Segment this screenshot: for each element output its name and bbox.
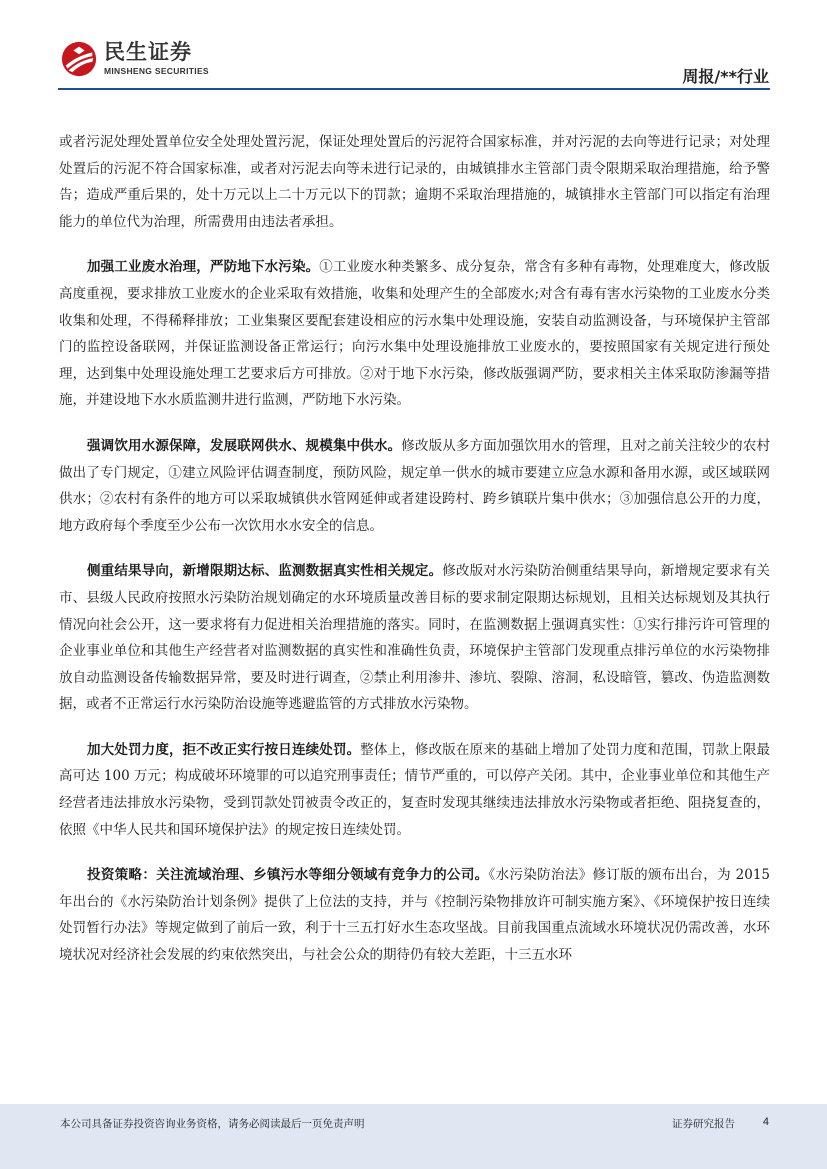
logo-english-name: MINSHENG SECURITIES: [104, 66, 209, 77]
paragraph-penalties: [59, 737, 770, 843]
paragraph-sludge-disposal: [59, 129, 770, 235]
paragraph-lead: 强调饮用水源保障，发展联网供水、规模集中供水。: [87, 437, 402, 454]
paragraph-text: ①工业废水种类繁多、成分复杂，常含有多种有毒物，处理难度大，修改版高度重视，要求排放工业废水的企业采取有效措施，收集和处理产生的全部废水;对含有毒有害水污染物的工业废水分类收集和处理，不得稀释排放；工业集聚区要配套建设相应的污水集中处理设施，安装自动监测设备，与环境保护主管部门的监控设备联网，并保证监测设备正常运行；向污水集中处理设施排放工业废水的，要按照国家有关规定进行预处理，达到集中处理设施处理工艺要求后方可排放。②对于地下水污染，修改版强调严防，要求相关主体采取防渗漏等措施，并建设地下水水质监测井进行监测，严防地下水污染。: [59, 259, 771, 409]
paragraph-drinking-water: [59, 433, 770, 539]
page-footer: [0, 1104, 827, 1169]
paragraph-lead: 侧重结果导向，新增限期达标、监测数据真实性相关规定。: [87, 563, 443, 580]
paragraph-lead: 加强工业废水治理，严防地下水污染。: [87, 259, 320, 276]
page-number: 4: [762, 1116, 769, 1128]
paragraph-investment-strategy: [59, 862, 770, 968]
footer-report-label: 证券研究报告: [672, 1118, 735, 1130]
paragraph-text: 整体上，修改版在原来的基础上增加了处罚力度和范围，罚款上限最高可达 100 万元；构成破坏环境罪的可以追究刑事责任；情节严重的，可以停产关闭。其中，企业事业单位和其他生产经营者违法排放水污染物，受到罚款处罚被责令改正的，复查时发现其继续违法排放水污染物或者拒绝、阻挠复查的，依照《中华人民共和国环境保护法》的规定按日连续处罚。: [59, 741, 770, 838]
minsheng-logo-icon: [60, 40, 98, 78]
paragraph-text: 修改版对水污染防治侧重结果导向，新增规定要求有关市、县级人民政府按照水污染防治规划确定的水环境质量改善目标的要求制定限期达标规划，且相关达标规划及其执行情况向社会公开，这一要求将有力促进相关治理措施的落实。同时，在监测数据上强调真实性：①实行排污许可管理的企业事业单位和其他生产经营者对监测数据的真实性和准确性负责，环境保护主管部门发现重点排污单位的水污染物排放自动监测设备传输数据异常，要及时进行调查，②禁止利用渗井、渗坑、裂隙、溶洞，私设暗管，篡改、伪造监测数据，或者不正常运行水污染防治设施等逃避监管的方式排放水污染物。: [59, 563, 771, 713]
paragraph-text: 修改版从多方面加强饮用水的管理，且对之前关注较少的农村做出了专门规定，①建立风险评估调查制度，预防风险，规定单一供水的城市要建立应急水源和备用水源，或区域联网供水；②农村有条件的地方可以采取城镇供水管网延伸或者建设跨村、跨乡镇联片集中供水；③加强信息公开的力度，地方政府每个季度至少公布一次饮用水水安全的信息。: [59, 437, 771, 534]
report-type-label: 周报/**行业: [682, 67, 769, 86]
report-body: [59, 129, 770, 988]
company-logo: [60, 40, 209, 78]
footer-disclaimer: 本公司具备证券投资咨询业务资格，请务必阅读最后一页免责声明: [60, 1118, 365, 1130]
header-divider: [58, 88, 770, 90]
paragraph-lead: 加大处罚力度，拒不改正实行按日连续处罚。: [87, 741, 361, 758]
paragraph-lead: 投资策略：关注流域治理、乡镇污水等细分领域有竞争力的公司。: [87, 867, 489, 884]
paragraph-result-oriented: [59, 558, 770, 718]
page-header: [0, 0, 827, 100]
paragraph-industrial-wastewater: [59, 254, 770, 414]
logo-chinese-name: 民生证券: [104, 40, 192, 65]
paragraph-text: 《水污染防治法》修订版的颁布出台，为 2015 年出台的《水污染防治计划条例》提供了上位法的支持，并与《控制污染物排放许可制实施方案》、《环境保护按日连续处罚暂行办法》等规定做到了前后一致，利于十三五打好水生态攻坚战。目前我国重点流域水环境状况仍需改善，水环境状况对经济社会发展的约束依然突出，与社会公众的期待仍有较大差距，十三五水环: [59, 867, 770, 964]
paragraph-text: 或者污泥处理处置单位安全处理处置污泥，保证处理处置后的污泥符合国家标准，并对污泥的去向等进行记录；对处理处置后的污泥不符合国家标准，或者对污泥去向等未进行记录的，由城镇排水主管部门责令限期采取治理措施，给予警告；造成严重后果的，处十万元以上二十万元以下的罚款；逾期不采取治理措施的，城镇排水主管部门可以指定有治理能力的单位代为治理，所需费用由违法者承担。: [59, 134, 770, 230]
